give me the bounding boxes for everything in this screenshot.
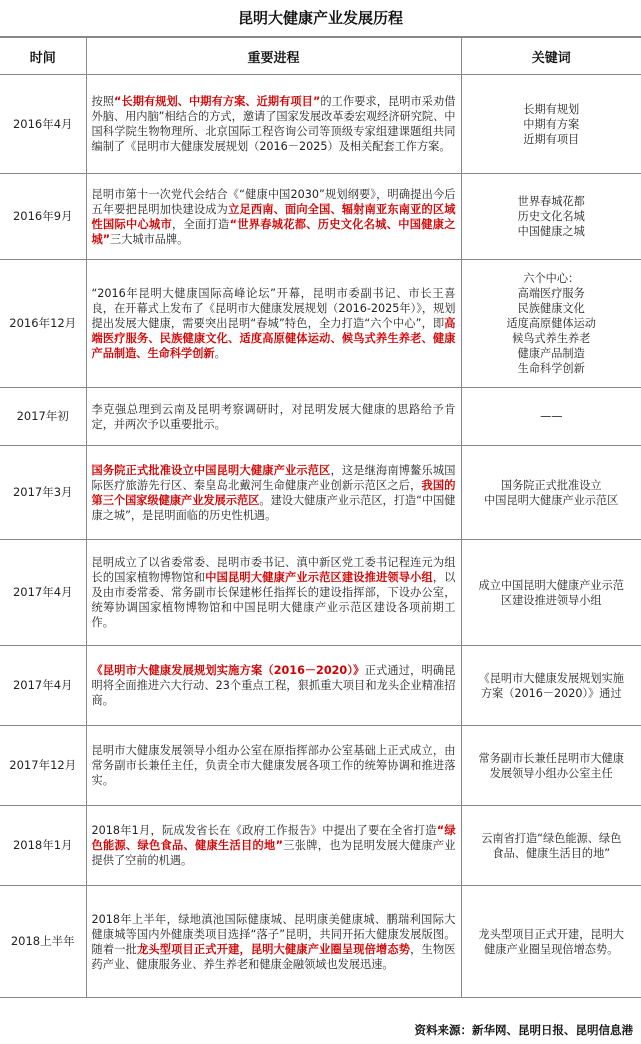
cell-progress xyxy=(86,886,461,998)
keyword-line: 方案（2016－2020）》通过 xyxy=(480,686,622,700)
keyword-line: 中国昆明大健康产业示范区 xyxy=(484,493,619,507)
cell-keywords xyxy=(461,388,641,446)
header-keywords: 关键词 xyxy=(461,38,641,75)
cell-progress xyxy=(86,646,461,726)
table-row xyxy=(0,540,641,646)
keyword-line: 成立中国昆明大健康产业示范 xyxy=(478,578,624,592)
cell-keywords xyxy=(461,726,641,806)
highlight-text: “绿色能源、绿色食品、健康生活目的地” xyxy=(91,824,456,852)
highlight-text: 我国的第三个国家级健康产业发展示范区 xyxy=(91,478,456,507)
cell-time: 2016年12月 xyxy=(0,260,86,388)
cell-progress xyxy=(86,446,461,540)
header-progress: 重要进程 xyxy=(86,38,461,75)
table-row xyxy=(0,260,641,388)
progress-text: 三大城市品牌。 xyxy=(110,232,189,246)
progress-text: 三张牌，也为昆明发展大健康产业提供了空前的机遇。 xyxy=(91,839,456,867)
highlight-text: 中国昆明大健康产业示范区建设推进领导小组 xyxy=(205,571,433,584)
keyword-line: 历史文化名城 xyxy=(517,210,585,223)
progress-text: ，以及由市委常委、常务副市长保建彬任指挥长的建设指挥部，下设办公室，统筹协调国家植物博物馆和中国昆明大健康产业示范区建设各项前期工作。 xyxy=(91,571,456,629)
progress-text: ，这是继海南博鳌乐城国际医疗旅游先行区、秦皇岛北戴河生命健康产业创新示范区之后， xyxy=(91,463,456,492)
cell-progress xyxy=(86,540,461,646)
keyword-line: 常务副市长兼任昆明市大健康 xyxy=(478,751,624,765)
progress-text: 李克强总理到云南及昆明考察调研时，对昆明发展大健康的思路给予肯定，并两次予以重要批示。 xyxy=(91,402,456,431)
table-row xyxy=(0,174,641,260)
progress-text: “2016年昆明大健康国际高峰论坛”开幕，昆明市委副书记、市长王喜良，在开幕式上发布了《昆明市大健康发展规划（2016-2025年）》，规划提出发展大健康，需要突出昆明“春城”特色，全力打造“六个中心”，即 xyxy=(91,287,456,330)
cell-time: 2016年4月 xyxy=(0,75,86,174)
keyword-line: 世界春城花都 xyxy=(517,195,585,208)
cell-time: 2017年初 xyxy=(0,388,86,446)
cell-keywords xyxy=(461,260,641,388)
highlight-text: 立足西南、面向全国、辐射南亚东南亚的区域性国际中心城市 xyxy=(91,202,456,231)
source-note: 资料来源：新华网、昆明日报、昆明信息港 xyxy=(414,1023,633,1037)
cell-progress xyxy=(86,260,461,388)
progress-text: 昆明市第十一次党代会结合《“健康中国2030”规划纲要》，明确提出今后五年要把昆明加快建设成为 xyxy=(91,187,456,216)
keyword-line: 高端医疗服务 xyxy=(517,287,585,300)
keyword-line: 民族健康文化 xyxy=(517,302,585,315)
keyword-line: 中国健康之城 xyxy=(517,225,585,238)
highlight-text: 高端医疗服务、民族健康文化、适度高原健体运动、候鸟式养生养老、健康产品制造、生命科学创新 xyxy=(91,317,456,360)
cell-progress xyxy=(86,726,461,806)
table-row xyxy=(0,886,641,998)
keyword-line: 中期有方案 xyxy=(523,117,580,131)
keyword-line: 云南省打造“绿色能源、绿色 xyxy=(481,831,622,845)
keyword-line: 区建设推进领导小组 xyxy=(500,593,602,607)
cell-keywords xyxy=(461,446,641,540)
highlight-text: “世界春城花都、历史文化名城、中国健康之城” xyxy=(91,217,456,246)
keyword-line: 健康产业圈呈现倍增态势。 xyxy=(484,942,619,956)
table-row xyxy=(0,388,641,446)
table-header-row xyxy=(0,38,641,75)
cell-time: 2016年9月 xyxy=(0,174,86,260)
keyword-line: 发展领导小组办公室主任 xyxy=(489,766,613,780)
progress-text: 昆明成立了以省委常委、昆明市委书记、滇中新区党工委书记程连元为组长的国家植物博物馆和 xyxy=(91,556,456,584)
cell-time: 2018上半年 xyxy=(0,886,86,998)
keyword-line: 食品、健康生活目的地” xyxy=(492,846,611,860)
table-row xyxy=(0,726,641,806)
keyword-line: 《昆明市大健康发展规划实施 xyxy=(478,671,624,685)
keyword-line: 健康产品制造 xyxy=(517,347,585,360)
keyword-line: 适度高原健体运动 xyxy=(506,317,596,330)
keyword-line: 候鸟式养生养老 xyxy=(512,332,591,345)
progress-text: 2018年上半年，绿地滇池国际健康城、昆明康美健康城、鹏瑞利国际大健康城等国内外健康类项目选择“落子”昆明，共同开拓大健康发展版图。随着一批 xyxy=(91,912,456,956)
table-row xyxy=(0,646,641,726)
highlight-text: 国务院正式批准设立中国昆明大健康产业示范区 xyxy=(91,463,331,477)
document-title: 昆明大健康产业发展历程 xyxy=(0,0,641,37)
progress-text: 的工作要求，昆明市采劝借外脑、用内脑”相结合的方式，邀请了国家发展改革委宏观经济研究院、中国科学院生物物理所、北京国际工程咨询公司等顶级专家组建课题组共同编制了《昆明市大健康发展规划（2016－2025）及相关配套工作方案。 xyxy=(91,95,456,153)
cell-progress xyxy=(86,174,461,260)
keyword-line: 生命科学创新 xyxy=(517,362,585,375)
progress-text: 2018年1月，阮成发省长在《政府工作报告》中提出了要在全省打造 xyxy=(91,824,437,837)
progress-text: 。建设大健康产业示范区，打造“中国健康之城”，是昆明面临的历史性机遇。 xyxy=(91,493,456,522)
cell-time: 2017年12月 xyxy=(0,726,86,806)
cell-keywords xyxy=(461,646,641,726)
cell-keywords xyxy=(461,174,641,260)
cell-time: 2017年4月 xyxy=(0,646,86,726)
progress-text: ，全面打造 xyxy=(172,217,230,231)
keyword-line: 六个中心： xyxy=(523,272,580,285)
header-time: 时间 xyxy=(0,38,86,75)
cell-time: 2017年3月 xyxy=(0,446,86,540)
cell-time: 2017年4月 xyxy=(0,540,86,646)
cell-progress xyxy=(86,388,461,446)
progress-text: 。 xyxy=(214,347,226,360)
progress-text: 昆明市大健康发展领导小组办公室在原指挥部办公室基础上正式成立，由常务副市长兼任主任，负责全市大健康发展各项工作的统筹协调和推进落实。 xyxy=(91,744,456,787)
highlight-text: 龙头型项目正式开建，昆明大健康产业圈呈现倍增态势 xyxy=(137,942,411,956)
progress-text: ，生物医药产业、健康服务业、养生养老和健康金融领域也发展迅速。 xyxy=(91,942,456,971)
cell-progress xyxy=(86,806,461,886)
cell-keywords xyxy=(461,75,641,174)
table-row xyxy=(0,806,641,886)
keyword-line: 国务院正式批准设立 xyxy=(500,478,602,492)
cell-time: 2018年1月 xyxy=(0,806,86,886)
keyword-line: —— xyxy=(540,410,563,423)
keyword-line: 龙头型项目正式开建，昆明大 xyxy=(478,927,624,941)
highlight-text: 《昆明市大健康发展规划实施方案（2016－2020）》 xyxy=(91,664,365,677)
timeline-table xyxy=(0,37,641,998)
table-row xyxy=(0,75,641,174)
progress-text: 按照 xyxy=(91,95,115,108)
keyword-line: 长期有规划 xyxy=(523,102,580,116)
table-row xyxy=(0,446,641,540)
progress-text: 正式通过，明确昆明将全面推进六大行动、23个重点工程，狠抓重大项目和龙头企业精准招商。 xyxy=(91,664,456,707)
cell-keywords xyxy=(461,540,641,646)
highlight-text: “长期有规划、中期有方案、近期有项目” xyxy=(114,95,321,108)
cell-progress xyxy=(86,75,461,174)
cell-keywords xyxy=(461,806,641,886)
cell-keywords xyxy=(461,886,641,998)
table-body xyxy=(0,75,641,998)
keyword-line: 近期有项目 xyxy=(523,132,580,146)
